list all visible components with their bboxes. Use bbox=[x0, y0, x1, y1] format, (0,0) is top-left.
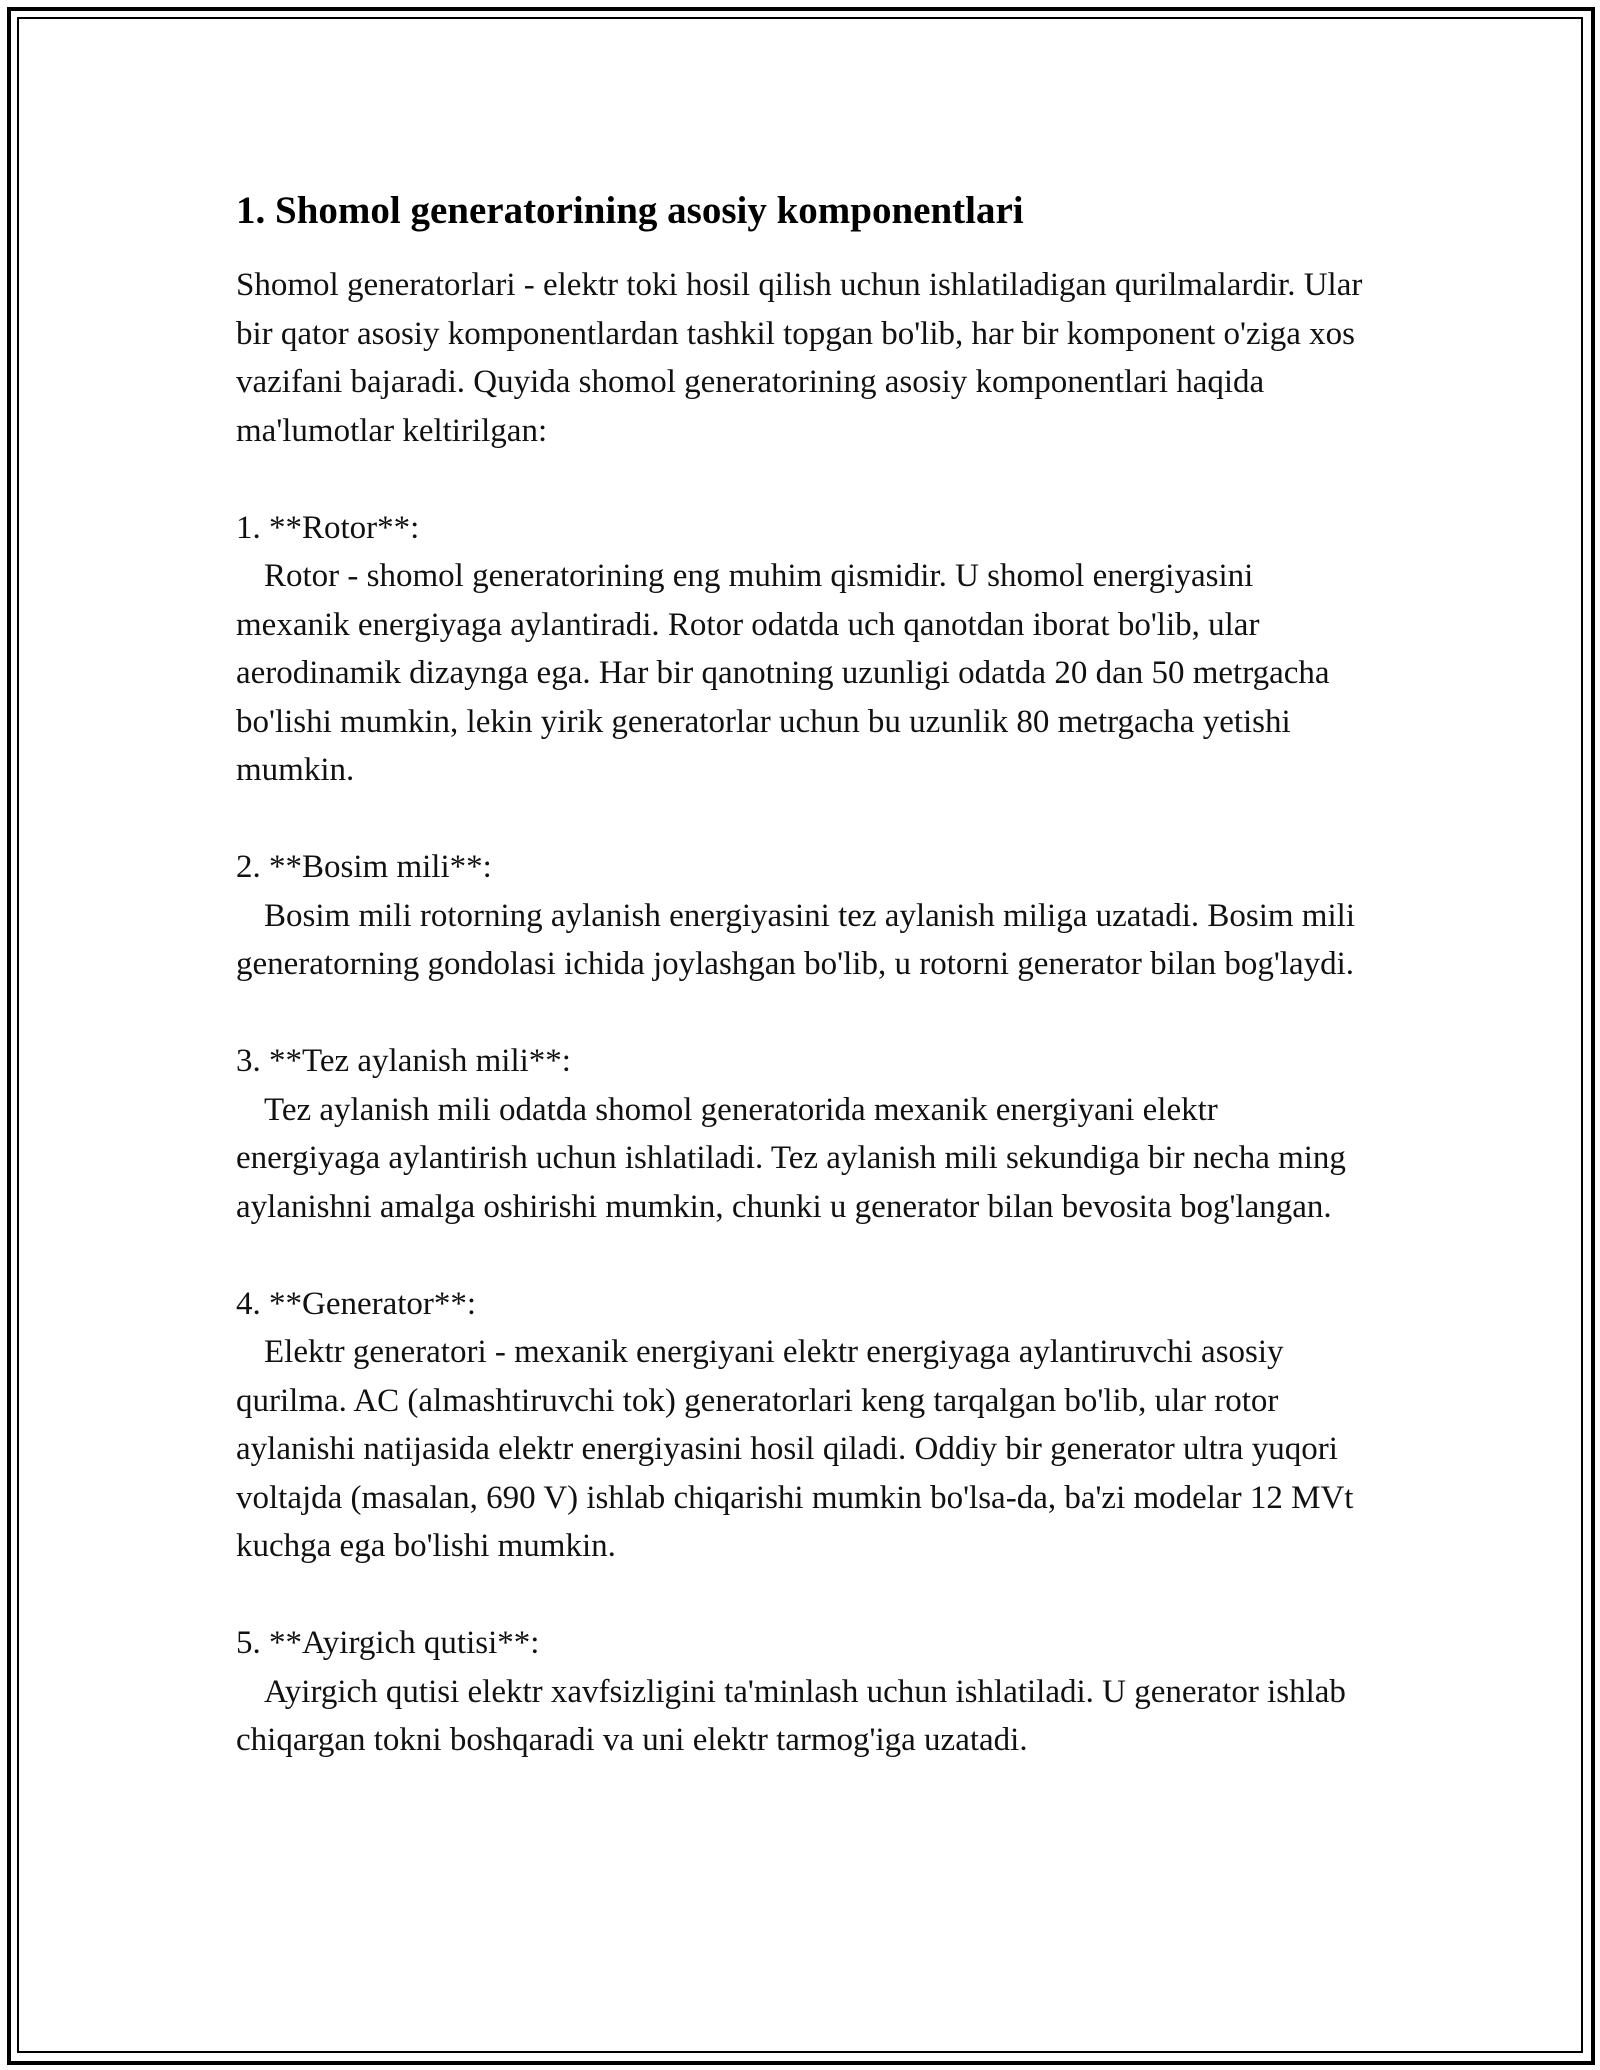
section-rotor bbox=[236, 504, 1366, 795]
document-content bbox=[236, 186, 1366, 1765]
document-title: 1. Shomol generatorining asosiy komponentlari bbox=[236, 189, 1024, 232]
section-body: Tez aylanish mili odatda shomol generatorida mexanik energiyani elektr energiyaga aylantirish uchun ishlatiladi. Tez aylanish mili sekundiga bir necha ming aylanishni amalga oshirishi mumkin, chunki u generator bilan bevosita bog'langan. bbox=[236, 1091, 1346, 1225]
section-body: Elektr generatori - mexanik energiyani elektr energiyaga aylantiruvchi asosiy qurilma. AC (almashtiruvchi tok) generatorlari keng tarqalgan bo'lib, ular rotor aylanishi natijasida elektr energiyasini hosil qiladi. Oddiy bir generator ultra yuqori voltajda (masalan, 690 V) ishlab chiqarishi mumkin bo'lsa-da, ba'zi modelar 12 MVt kuchga ega bo'lishi mumkin. bbox=[236, 1334, 1354, 1564]
section-tez-aylanish-mili bbox=[236, 1037, 1366, 1231]
section-heading: 5. **Ayirgich qutisi**: bbox=[236, 1625, 540, 1661]
section-body: Bosim mili rotorning aylanish energiyasini tez aylanish miliga uzatadi. Bosim mili generatorning gondolasi ichida joylashgan bo'lib, u rotorni generator bilan bog'laydi. bbox=[236, 897, 1355, 982]
section-generator bbox=[236, 1280, 1366, 1571]
intro-paragraph: Shomol generatorlari - elektr toki hosil qilish uchun ishlatiladigan qurilmalardir. Ular bir qator asosiy komponentlardan tashkil topgan bo'lib, har bir komponent o'ziga xos vazifani bajaradi. Quyida shomol generatorining asosiy komponentlari haqida ma'lumotlar keltirilgan: bbox=[236, 267, 1363, 449]
section-bosim-mili bbox=[236, 843, 1366, 989]
section-heading: 4. **Generator**: bbox=[236, 1285, 477, 1322]
section-heading: 3. **Tez aylanish mili**: bbox=[236, 1043, 571, 1079]
section-body: Ayirgich qutisi elektr xavfsizligini ta'minlash uchun ishlatiladi. U generator ishlab chiqargan tokni boshqaradi va uni elektr tarmog'iga uzatadi. bbox=[236, 1673, 1346, 1758]
section-ayirgich-qutisi bbox=[236, 1619, 1366, 1765]
section-heading: 2. **Bosim mili**: bbox=[236, 849, 492, 885]
section-heading: 1. **Rotor**: bbox=[236, 509, 420, 546]
section-body: Rotor - shomol generatorining eng muhim qismidir. U shomol energiyasini mexanik energiyaga aylantiradi. Rotor odatda uch qanotdan iborat bo'lib, ular aerodinamik dizaynga ega. Har bir qanotning uzunligi odatda 20 dan 50 metrgacha bo'lishi mumkin, lekin yirik generatorlar uchun bu uzunlik 80 metrgacha yetishi mumkin. bbox=[236, 558, 1330, 788]
